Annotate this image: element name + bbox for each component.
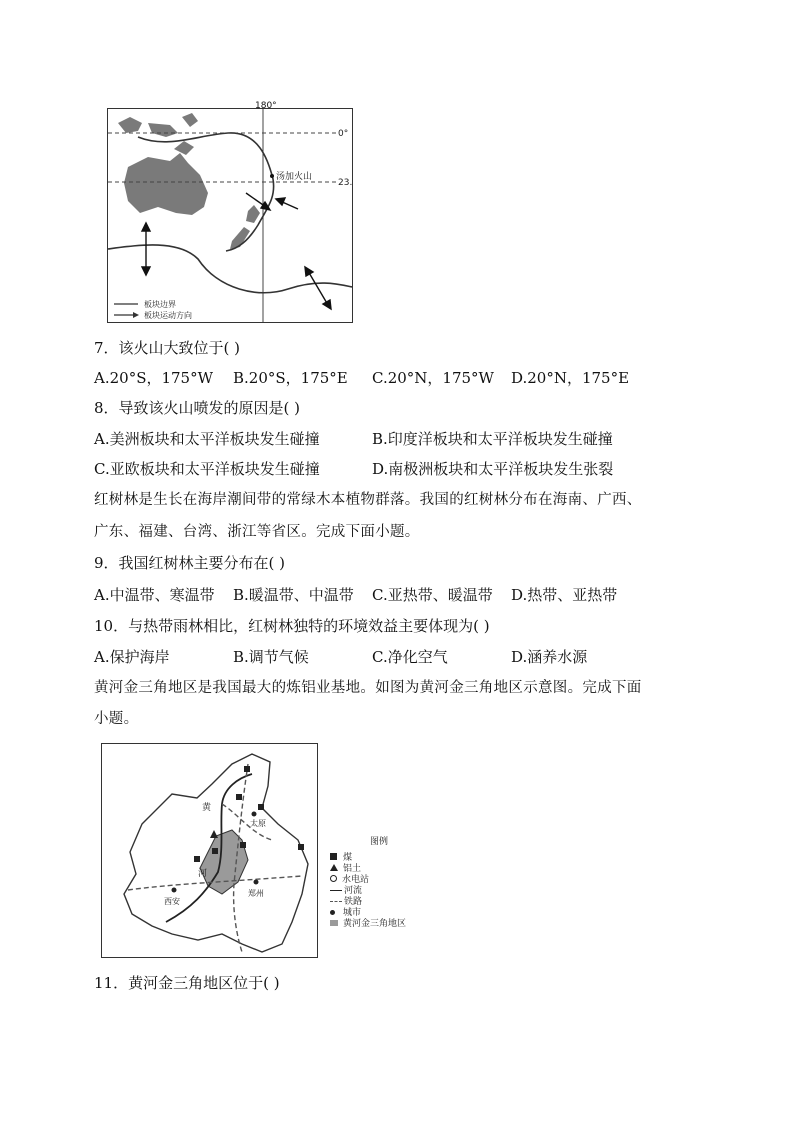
question-7-option-d: D.20°N，175°E	[511, 369, 630, 387]
passage-mangrove-line-2: 广东、福建、台湾、浙江等省区。完成下面小题。	[94, 524, 420, 540]
question-10-option-c: C.净化空气	[372, 648, 448, 666]
question-7-option-b: B.20°S，175°E	[233, 369, 348, 387]
tonga-volcano-label: 汤加火山	[276, 172, 313, 182]
question-7-option-a: A.20°S，175°W	[94, 369, 214, 387]
question-10-option-a: A.保护海岸	[94, 648, 170, 666]
river-label: 黄	[202, 803, 212, 813]
passage-golden-triangle-line-2: 小题。	[94, 711, 139, 727]
question-10-option-d: D.涵养水源	[511, 648, 588, 666]
lon-180-top-label: 180°	[255, 101, 277, 111]
question-8-stem: 8．导致该火山喷发的原因是( )	[94, 399, 301, 417]
question-9-option-c: C.亚热带、暖温带	[372, 586, 493, 604]
tonga-plate-map	[107, 108, 353, 323]
question-9-stem: 9．我国红树林主要分布在( )	[94, 554, 286, 572]
xian-label: 西安	[164, 897, 180, 906]
question-8-option-d: D.南极洲板块和太平洋板块发生张裂	[372, 460, 614, 478]
question-9-option-d: D.热带、亚热带	[511, 586, 618, 604]
city-zhengzhou	[254, 880, 259, 885]
tropic-label: 23	[338, 178, 350, 188]
question-7-stem: 7．该火山大致位于( )	[94, 339, 241, 357]
legend-item-bauxite: 铝土	[330, 864, 440, 875]
question-8-option-b: B.印度洋板块和太平洋板块发生碰撞	[372, 430, 613, 448]
question-11-stem: 11．黄河金三角地区位于( )	[94, 974, 280, 992]
island-shape	[148, 123, 178, 137]
city-xian	[172, 888, 177, 893]
new-guinea-shape	[118, 117, 142, 133]
golden-triangle-map	[101, 743, 318, 958]
legend-item-river: 河流	[330, 886, 440, 897]
map2-legend	[330, 837, 440, 930]
legend-boundary: 板块边界	[144, 300, 176, 309]
question-9-option-a: A.中温带、寒温带	[94, 586, 215, 604]
question-8-option-a: A.美洲板块和太平洋板块发生碰撞	[94, 430, 320, 448]
legend-item-city: 城市	[330, 908, 440, 919]
australia-shape	[124, 153, 208, 215]
city-taiyuan	[252, 812, 257, 817]
question-7-option-c: C.20°N，175°W	[372, 369, 494, 387]
question-8-option-c: C.亚欧板块和太平洋板块发生碰撞	[94, 460, 320, 478]
question-9-option-b: B.暖温带、中温带	[233, 586, 354, 604]
legend-title: 图例	[370, 837, 389, 847]
golden-triangle-figure	[102, 744, 317, 957]
question-10-stem: 10．与热带雨林相比，红树林独特的环境效益主要体现为( )	[94, 617, 490, 635]
tonga-volcano-marker	[270, 174, 274, 178]
legend-item-area: 黄河金三角地区	[330, 919, 440, 930]
legend-motion: 板块运动方向	[144, 311, 192, 320]
new-zealand-north	[246, 205, 260, 223]
equator-label: 0°	[338, 129, 349, 139]
tonga-map-figure	[108, 109, 352, 322]
question-10-option-b: B.调节气候	[233, 648, 309, 666]
zhengzhou-label: 郑州	[248, 889, 264, 898]
taiyuan-label: 太原	[250, 819, 266, 828]
island-shape-3	[174, 141, 194, 155]
passage-mangrove-line-1: 红树林是生长在海岸潮间带的常绿木本植物群落。我国的红树林分布在海南、广西、	[94, 492, 642, 508]
legend-item-coal: 煤	[330, 853, 440, 864]
legend-item-railway: 铁路	[330, 897, 440, 908]
passage-golden-triangle-line-1: 黄河金三角地区是我国最大的炼铝业基地。如图为黄河金三角地区示意图。完成下面	[94, 680, 642, 696]
legend-item-hydro: 水电站	[330, 875, 440, 886]
river-label-2: 河	[198, 869, 208, 879]
island-shape-2	[182, 113, 198, 127]
